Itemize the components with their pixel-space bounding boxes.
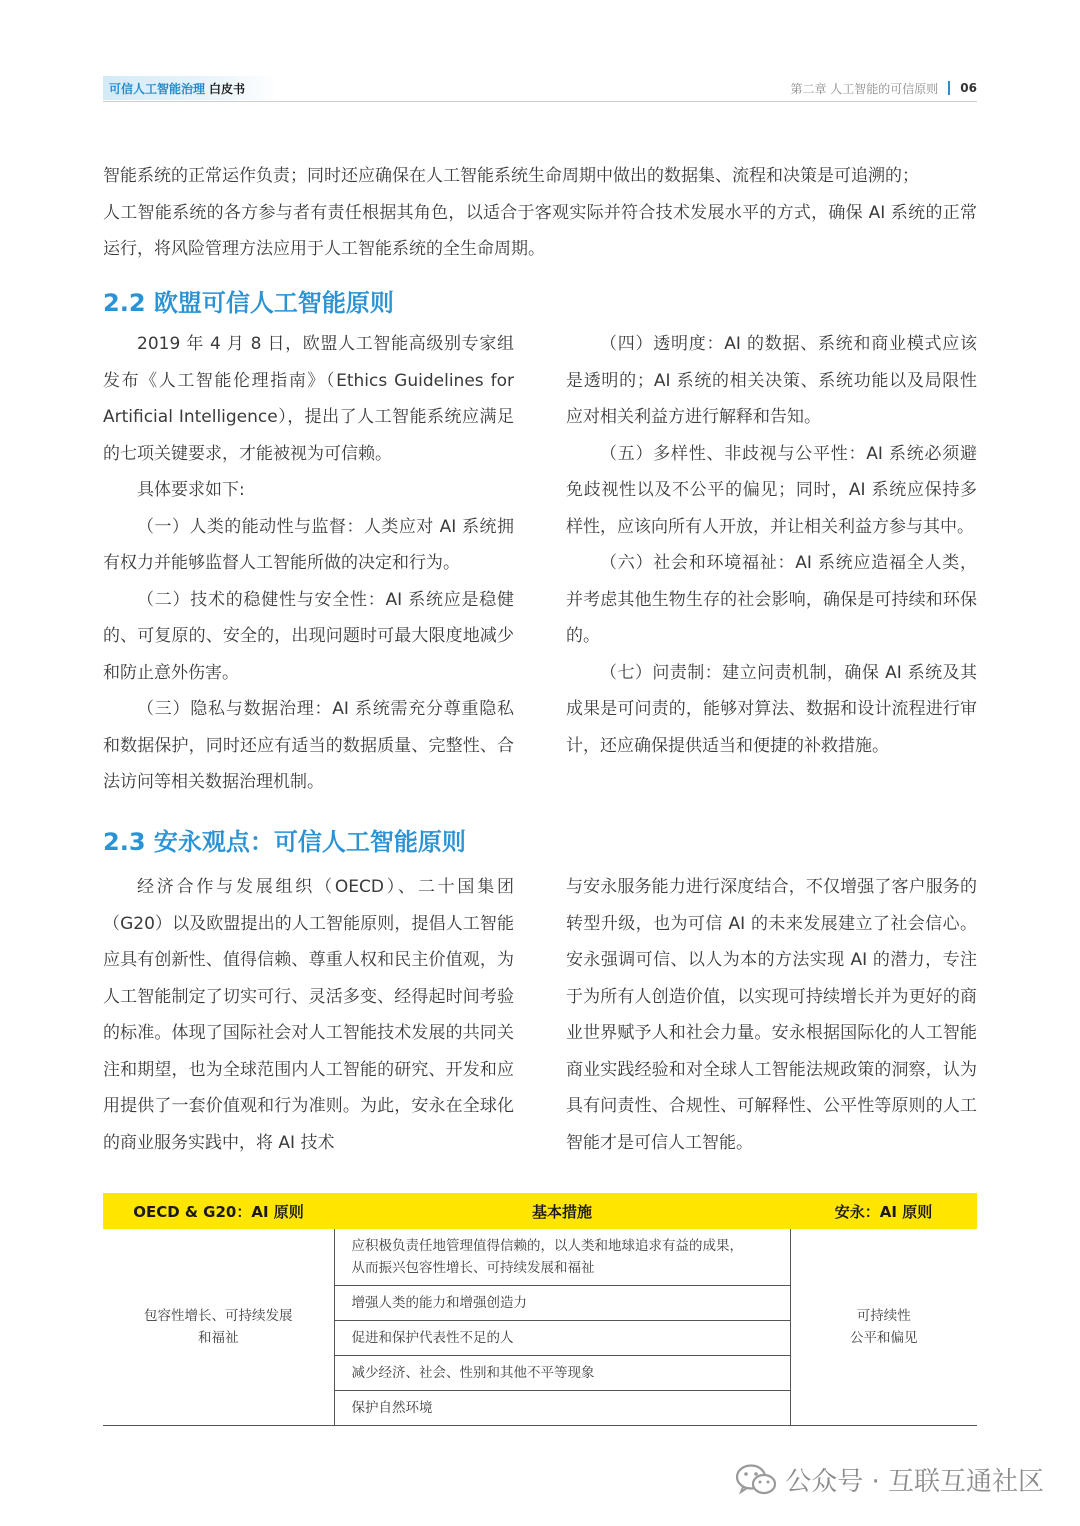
watermark-text: 公众号 · 互联互通社区 [785, 1467, 1044, 1497]
intro-line: 人工智能系统的各方参与者有责任根据其角色，以适合于客观实际并符合技术发展水平的方式，确保 AI 系统的正常运行，将风险管理方法应用于人工智能系统的全生命周期。 [103, 202, 977, 259]
watermark [735, 1461, 1044, 1498]
doc-title-tab [103, 76, 278, 100]
doc-title: 可信人工智能治理 [109, 81, 206, 96]
ey-principle-cell [790, 1229, 977, 1426]
section-2-2-right-column [566, 326, 977, 764]
header-divider [103, 101, 977, 102]
paragraph: （一）人类的能动性与监督：人类应对 AI 系统拥有权力并能够监督人工智能所做的决定和行为。 [103, 516, 514, 573]
section-2-3-right-column [566, 869, 977, 1161]
chapter-indicator [790, 76, 977, 100]
measure-cell: 保护自然环境 [334, 1391, 790, 1426]
cell-line: 可持续性 [856, 1308, 911, 1324]
intro-text [103, 158, 977, 268]
header-separator [948, 81, 950, 95]
section-2-2-left-column [103, 326, 514, 801]
paragraph: （六）社会和环境福祉：AI 系统应造福全人类，并考虑其他生物生存的社会影响，确保是可持续和环保的。 [566, 553, 977, 646]
cell-line: 和福祉 [198, 1330, 239, 1346]
cell-line: 应积极负责任地管理值得信赖的，以人类和地球追求有益的成果， [351, 1238, 743, 1254]
paragraph: 经济合作与发展组织（OECD）、二十国集团（G20）以及欧盟提出的人工智能原则，提倡人工智能应具有创新性、值得信赖、尊重人权和民主价值观，为人工智能制定了切实可行、灵活多变、经得起时间考验的标准。体现了国际社会对人工智能技术发展的共同关注和期望，也为全球范围内人工智能的研究、开发和应用提供了一套价值观和行为准则。为此，安永在全球化的商业服务实践中，将 AI 技术 [103, 877, 514, 1153]
section-title-2-3: 2.3 安永观点：可信人工智能原则 [103, 828, 466, 856]
intro-line: 智能系统的正常运作负责；同时还应确保在人工智能系统生命周期中做出的数据集、流程和决策是可追溯的； [103, 166, 919, 186]
paragraph: 具体要求如下: [137, 480, 245, 500]
paragraph: （三）隐私与数据治理：AI 系统需充分尊重隐私和数据保护，同时还应有适当的数据质量、完整性、合法访问等相关数据治理机制。 [103, 699, 514, 792]
paragraph: （七）问责制：建立问责机制，确保 AI 系统及其成果是可问责的，能够对算法、数据和设计流程进行审计，还应确保提供适当和便捷的补救措施。 [566, 662, 977, 756]
cell-line: 包容性增长、可持续发展 [144, 1308, 293, 1324]
measure-cell [334, 1229, 790, 1286]
table-header-ey: 安永：AI 原则 [790, 1193, 977, 1229]
table-header-measures: 基本措施 [334, 1193, 790, 1229]
cell-line: 公平和偏见 [850, 1330, 918, 1346]
measure-cell: 促进和保护代表性不足的人 [334, 1321, 790, 1356]
paragraph: 2019 年 4 月 8 日，欧盟人工智能高级别专家组发布《人工智能伦理指南》（Ethics Guidelines for Artificial Intelligence），提出了人工智能系统应满足的七项关键要求，才能被视为可信赖。 [103, 334, 514, 464]
chapter-title: 第二章 人工智能的可信原则 [790, 81, 939, 96]
paragraph: （五）多样性、非歧视与公平性：AI 系统必须避免歧视性以及不公平的偏见；同时，AI 系统应保持多样性，应该向所有人开放，并让相关利益方参与其中。 [566, 443, 977, 537]
table-header-oecd: OECD & G20：AI 原则 [103, 1193, 334, 1229]
oecd-principle-cell [103, 1229, 334, 1426]
page-header [103, 76, 977, 100]
doc-subtitle: 白皮书 [209, 81, 246, 96]
table-header-row [103, 1193, 977, 1229]
table-row [103, 1229, 977, 1286]
wechat-icon [735, 1463, 777, 1497]
paragraph: （二）技术的稳健性与安全性：AI 系统应是稳健的、可复原的、安全的，出现问题时可最大限度地减少和防止意外伤害。 [103, 589, 514, 683]
measure-cell: 增强人类的能力和增强创造力 [334, 1286, 790, 1321]
cell-line: 从而振兴包容性增长、可持续发展和福祉 [351, 1260, 595, 1276]
paragraph: （四）透明度：AI 的数据、系统和商业模式应该是透明的；AI 系统的相关决策、系统功能以及局限性应对相关利益方进行解释和告知。 [566, 334, 977, 427]
section-title-2-2: 2.2 欧盟可信人工智能原则 [103, 289, 394, 317]
ai-principles-table [103, 1193, 977, 1426]
paragraph: 与安永服务能力进行深度结合，不仅增强了客户服务的转型升级，也为可信 AI 的未来发展建立了社会信心。安永强调可信、以人为本的方法实现 AI 的潜力，专注于为所有人创造价值，以实现可持续增长并为更好的商业世界赋予人和社会力量。安永根据国际化的人工智能商业实践经验和对全球人工智能法规政策的洞察，认为具有问责性、合规性、可解释性、公平性等原则的人工智能才是可信人工智能。 [566, 877, 977, 1153]
section-2-3-left-column [103, 869, 514, 1161]
page-number: 06 [960, 81, 977, 95]
measure-cell: 减少经济、社会、性别和其他不平等现象 [334, 1356, 790, 1391]
